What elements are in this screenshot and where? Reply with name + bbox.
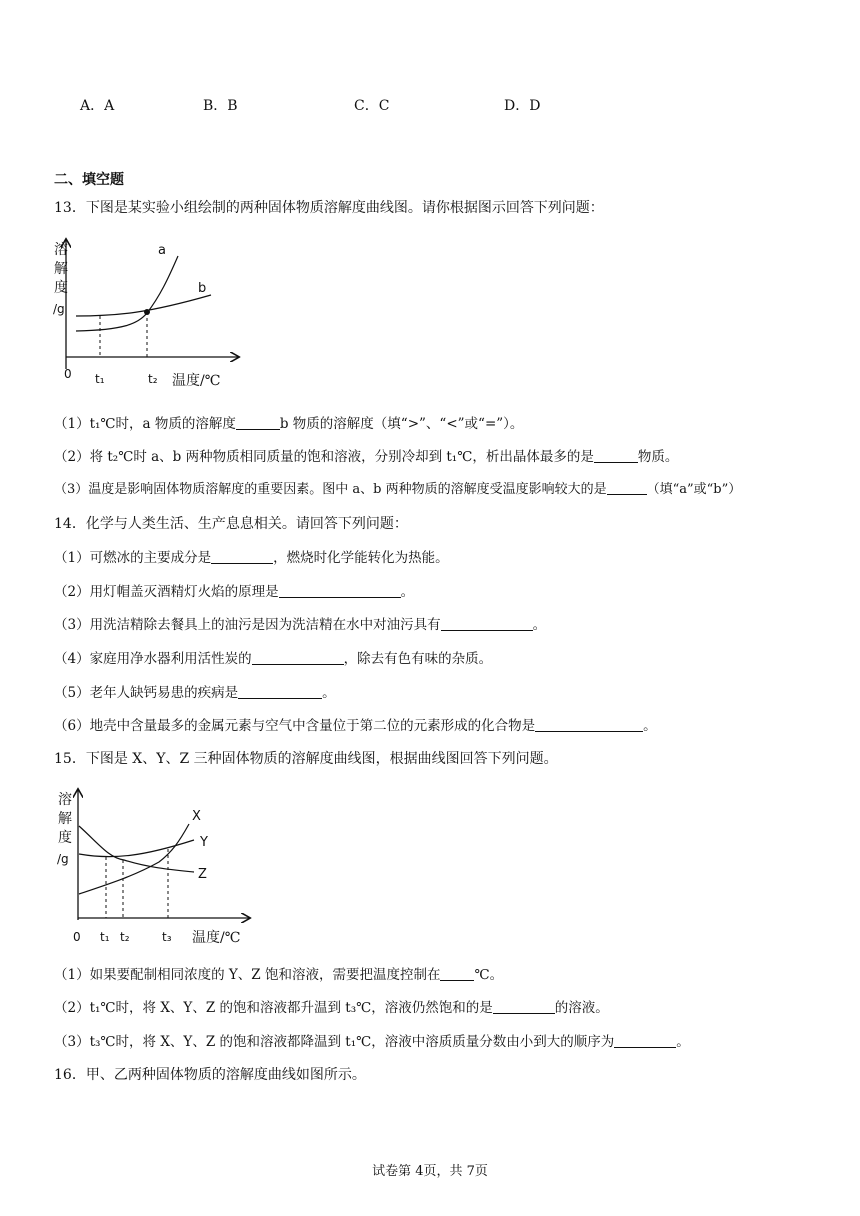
series-y-label: Y bbox=[200, 835, 208, 850]
y-label-2: 解 bbox=[54, 261, 68, 277]
answer-blank[interactable] bbox=[440, 966, 474, 981]
q15-part-3: （3）t₃℃时，将 X、Y、Z 的饱和溶液都降温到 t₁℃，溶液中溶质质量分数由小到大的顺序为 。 bbox=[54, 1034, 690, 1050]
series-z-curve bbox=[79, 826, 194, 872]
origin-label: 0 bbox=[73, 930, 81, 944]
answer-blank[interactable] bbox=[607, 480, 647, 495]
y-label-2: 解 bbox=[58, 811, 72, 827]
y-label-3: 度 bbox=[54, 280, 68, 296]
q16-stem: 16．甲、乙两种固体物质的溶解度曲线如图所示。 bbox=[54, 1067, 366, 1083]
answer-blank[interactable] bbox=[614, 1033, 676, 1048]
option-d[interactable]: D．D bbox=[504, 98, 541, 114]
series-x-label: X bbox=[192, 809, 201, 824]
option-b[interactable]: B．B bbox=[203, 98, 238, 114]
y-label-4: /g bbox=[57, 852, 69, 866]
tick-t3: t₃ bbox=[162, 930, 172, 944]
q13-stem: 13．下图是某实验小组绘制的两种固体物质溶解度曲线图。请你根据图示回答下列问题： bbox=[54, 200, 604, 216]
series-a-label: a bbox=[158, 243, 166, 258]
q15-part-2: （2）t₁℃时，将 X、Y、Z 的饱和溶液都升温到 t₃℃，溶液仍然饱和的是 的溶液。 bbox=[54, 1000, 609, 1016]
answer-blank[interactable] bbox=[279, 583, 401, 598]
q14-part-6: （6）地壳中含量最多的金属元素与空气中含量位于第二位的元素形成的化合物是 。 bbox=[54, 718, 657, 734]
tick-t1: t₁ bbox=[95, 372, 105, 386]
q14-part-5: （5）老年人缺钙易患的疾病是 。 bbox=[54, 685, 336, 701]
series-b-label: b bbox=[198, 281, 207, 296]
q14-part-3: （3）用洗洁精除去餐具上的油污是因为洗洁精在水中对油污具有 。 bbox=[54, 617, 547, 633]
answer-blank[interactable] bbox=[441, 616, 533, 631]
tick-t2: t₂ bbox=[148, 372, 158, 386]
x-axis-label: 温度/℃ bbox=[172, 373, 221, 389]
answer-blank[interactable] bbox=[252, 650, 344, 665]
x-axis-label: 温度/℃ bbox=[192, 930, 241, 946]
origin-label: 0 bbox=[64, 367, 72, 381]
series-a-curve bbox=[76, 256, 178, 331]
answer-blank[interactable] bbox=[238, 684, 322, 699]
y-label-4: /g bbox=[53, 302, 65, 316]
y-label-1: 溶 bbox=[58, 792, 72, 808]
answer-blank[interactable] bbox=[493, 999, 555, 1014]
q13-part-1: （1）t₁℃时，a 物质的溶解度 b 物质的溶解度（填“>”、“<”或“=”）。 bbox=[54, 416, 524, 432]
page-footer: 试卷第 4页，共 7页 bbox=[372, 1164, 488, 1179]
tick-t1: t₁ bbox=[100, 930, 110, 944]
option-c[interactable]: C．C bbox=[354, 98, 390, 114]
q15-stem: 15．下图是 X、Y、Z 三种固体物质的溶解度曲线图，根据曲线图回答下列问题。 bbox=[54, 751, 558, 767]
q14-stem: 14．化学与人类生活、生产息息相关。请回答下列问题： bbox=[54, 516, 408, 532]
answer-blank[interactable] bbox=[236, 415, 280, 430]
q15-solubility-chart bbox=[54, 784, 264, 954]
q14-part-2: （2）用灯帽盖灭酒精灯火焰的原理是 。 bbox=[54, 584, 415, 600]
answer-blank[interactable] bbox=[211, 549, 273, 564]
y-label-3: 度 bbox=[58, 830, 72, 846]
option-a[interactable]: A．A bbox=[80, 98, 115, 114]
section-title: 二、填空题 bbox=[54, 172, 124, 188]
q14-part-4: （4）家庭用净水器利用活性炭的 ，除去有色有味的杂质。 bbox=[54, 651, 493, 667]
series-x-curve bbox=[79, 824, 189, 894]
q13-part-3: （3）温度是影响固体物质溶解度的重要因素。图中 a、b 两种物质的溶解度受温度影响较大的是 （填“a”或“b”） bbox=[54, 482, 742, 497]
q13-part-2: （2）将 t₂℃时 a、b 两种物质相同质量的饱和溶液，分别冷却到 t₁℃，析出晶体最多的是 物质。 bbox=[54, 449, 679, 465]
tick-t2: t₂ bbox=[120, 930, 130, 944]
q15-part-1: （1）如果要配制相同浓度的 Y、Z 饱和溶液，需要把温度控制在 ℃。 bbox=[54, 967, 504, 983]
y-label-1: 溶 bbox=[54, 242, 68, 258]
q13-solubility-chart bbox=[48, 234, 248, 394]
series-z-label: Z bbox=[198, 867, 207, 882]
answer-blank[interactable] bbox=[594, 448, 638, 463]
series-b-curve bbox=[76, 295, 211, 316]
answer-blank[interactable] bbox=[535, 717, 643, 732]
q14-part-1: （1）可燃冰的主要成分是 ，燃烧时化学能转化为热能。 bbox=[54, 550, 449, 566]
